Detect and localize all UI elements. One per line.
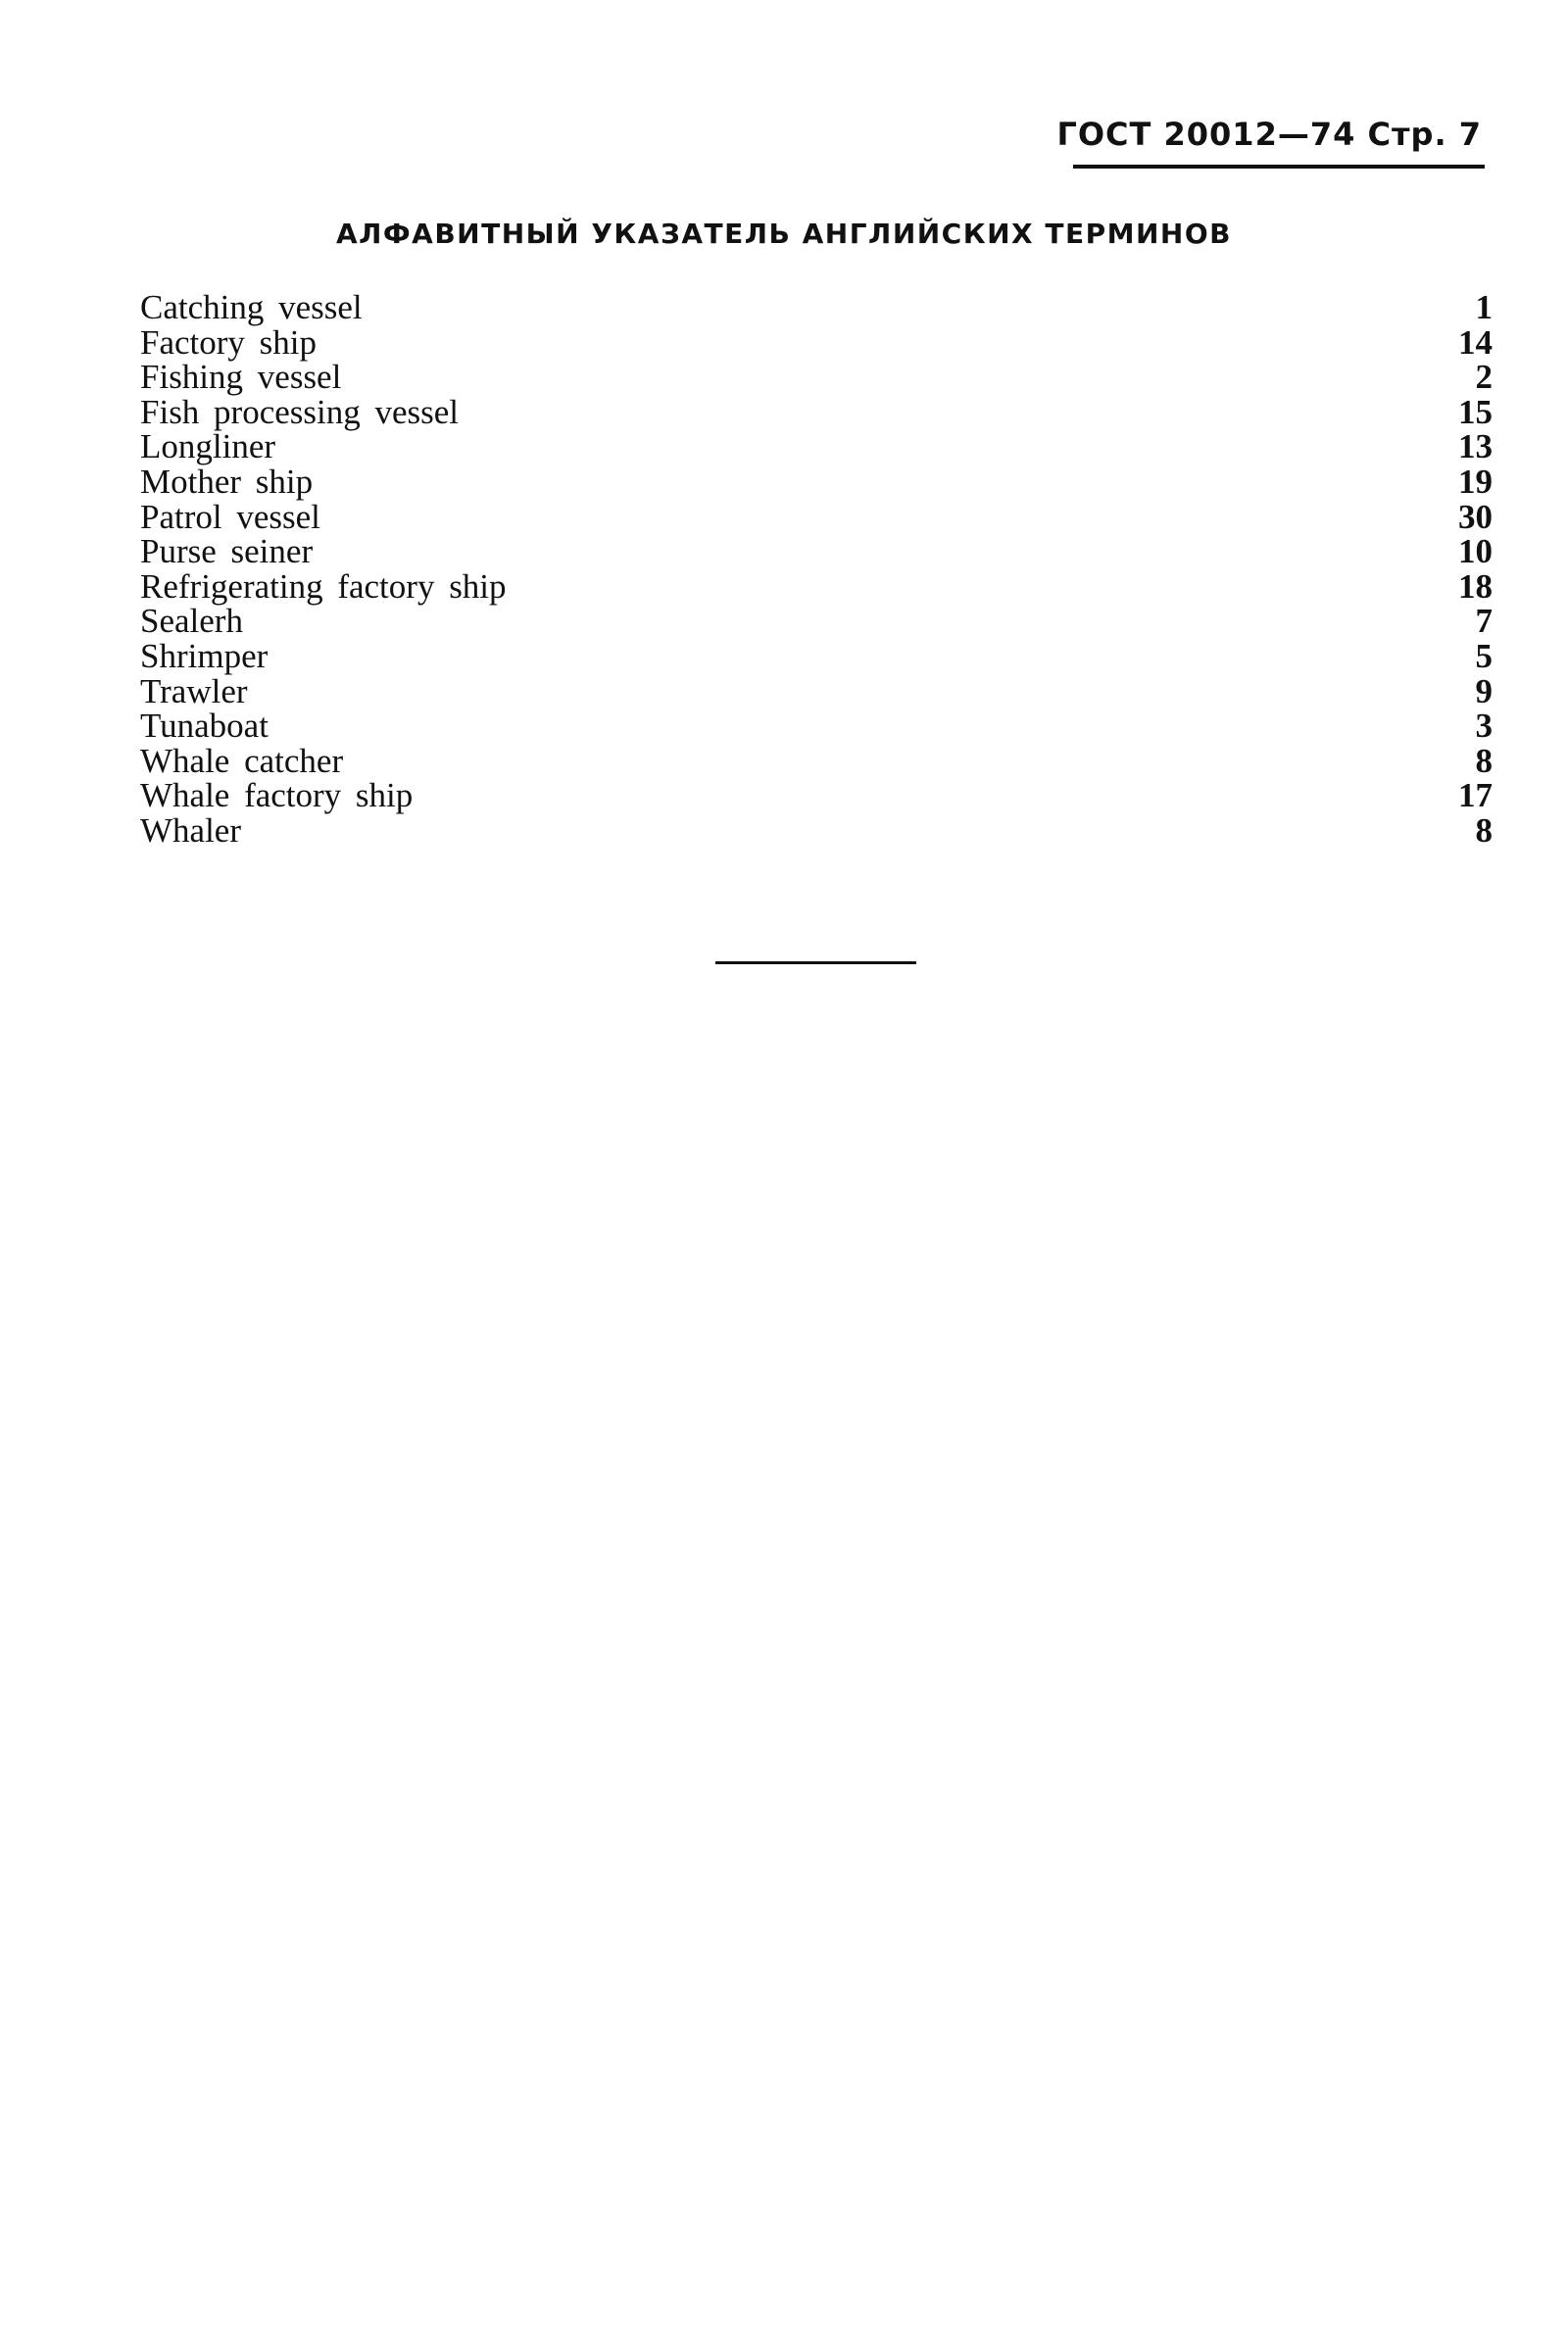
- entry-term: Fishing vessel: [140, 358, 342, 397]
- index-entry: [140, 741, 1493, 780]
- entry-term: Whaler: [140, 810, 241, 850]
- entry-number: 17: [1458, 776, 1493, 815]
- entry-term: Mother ship: [140, 462, 314, 501]
- index-entry: [140, 290, 1493, 325]
- entry-number: 1: [1475, 288, 1493, 326]
- index-entry: [140, 636, 1493, 675]
- entry-term: Sealerh: [140, 602, 243, 641]
- index-entry: [140, 566, 1493, 606]
- entry-number: 15: [1458, 392, 1493, 431]
- entry-term: Whale factory ship: [140, 776, 414, 815]
- entry-number: 8: [1475, 810, 1493, 850]
- entry-number: 2: [1475, 358, 1493, 397]
- index-title: АЛФАВИТНЫЙ УКАЗАТЕЛЬ АНГЛИЙСКИХ ТЕРМИНОВ: [335, 218, 1233, 250]
- entry-term: Factory ship: [140, 322, 318, 362]
- closing-rule: [715, 961, 916, 964]
- index-entry: [140, 322, 1493, 362]
- entry-term: Tunaboat: [140, 707, 269, 746]
- entry-term: Fish processing vessel: [140, 392, 460, 431]
- entry-number: 8: [1475, 741, 1493, 780]
- index-entry: [140, 671, 1493, 710]
- header-rule: [1073, 165, 1485, 169]
- entry-term: Patrol vessel: [140, 497, 320, 536]
- entry-term: Catching vessel: [140, 288, 363, 326]
- index-entry: [140, 429, 1493, 464]
- entry-term: Trawler: [140, 671, 248, 710]
- entry-number: 18: [1458, 566, 1493, 606]
- entry-number: 30: [1458, 497, 1493, 536]
- entry-number: 13: [1458, 427, 1493, 466]
- index-entry: [140, 604, 1493, 639]
- entry-term: Whale catcher: [140, 741, 344, 780]
- entry-number: 10: [1458, 532, 1493, 571]
- index-entry: [140, 392, 1493, 431]
- entry-term: Refrigerating factory ship: [140, 566, 507, 606]
- entry-number: 14: [1458, 322, 1493, 362]
- entry-term: Longliner: [140, 427, 276, 466]
- index-entry: [140, 497, 1493, 536]
- index-entry: [140, 360, 1493, 395]
- index-entry: [140, 708, 1493, 744]
- entry-term: Purse seiner: [140, 532, 314, 571]
- term-index-list: [140, 290, 1493, 849]
- index-entry: [140, 464, 1493, 500]
- index-entry: [140, 534, 1493, 569]
- entry-number: 7: [1475, 602, 1493, 641]
- entry-term: Shrimper: [140, 636, 269, 675]
- index-entry: [140, 810, 1493, 850]
- entry-number: 3: [1475, 707, 1493, 746]
- entry-number: 5: [1475, 636, 1493, 675]
- running-header: ГОСТ 20012—74 Стр. 7: [1056, 116, 1482, 153]
- entry-number: 19: [1458, 462, 1493, 501]
- entry-number: 9: [1475, 671, 1493, 710]
- index-entry: [140, 778, 1493, 813]
